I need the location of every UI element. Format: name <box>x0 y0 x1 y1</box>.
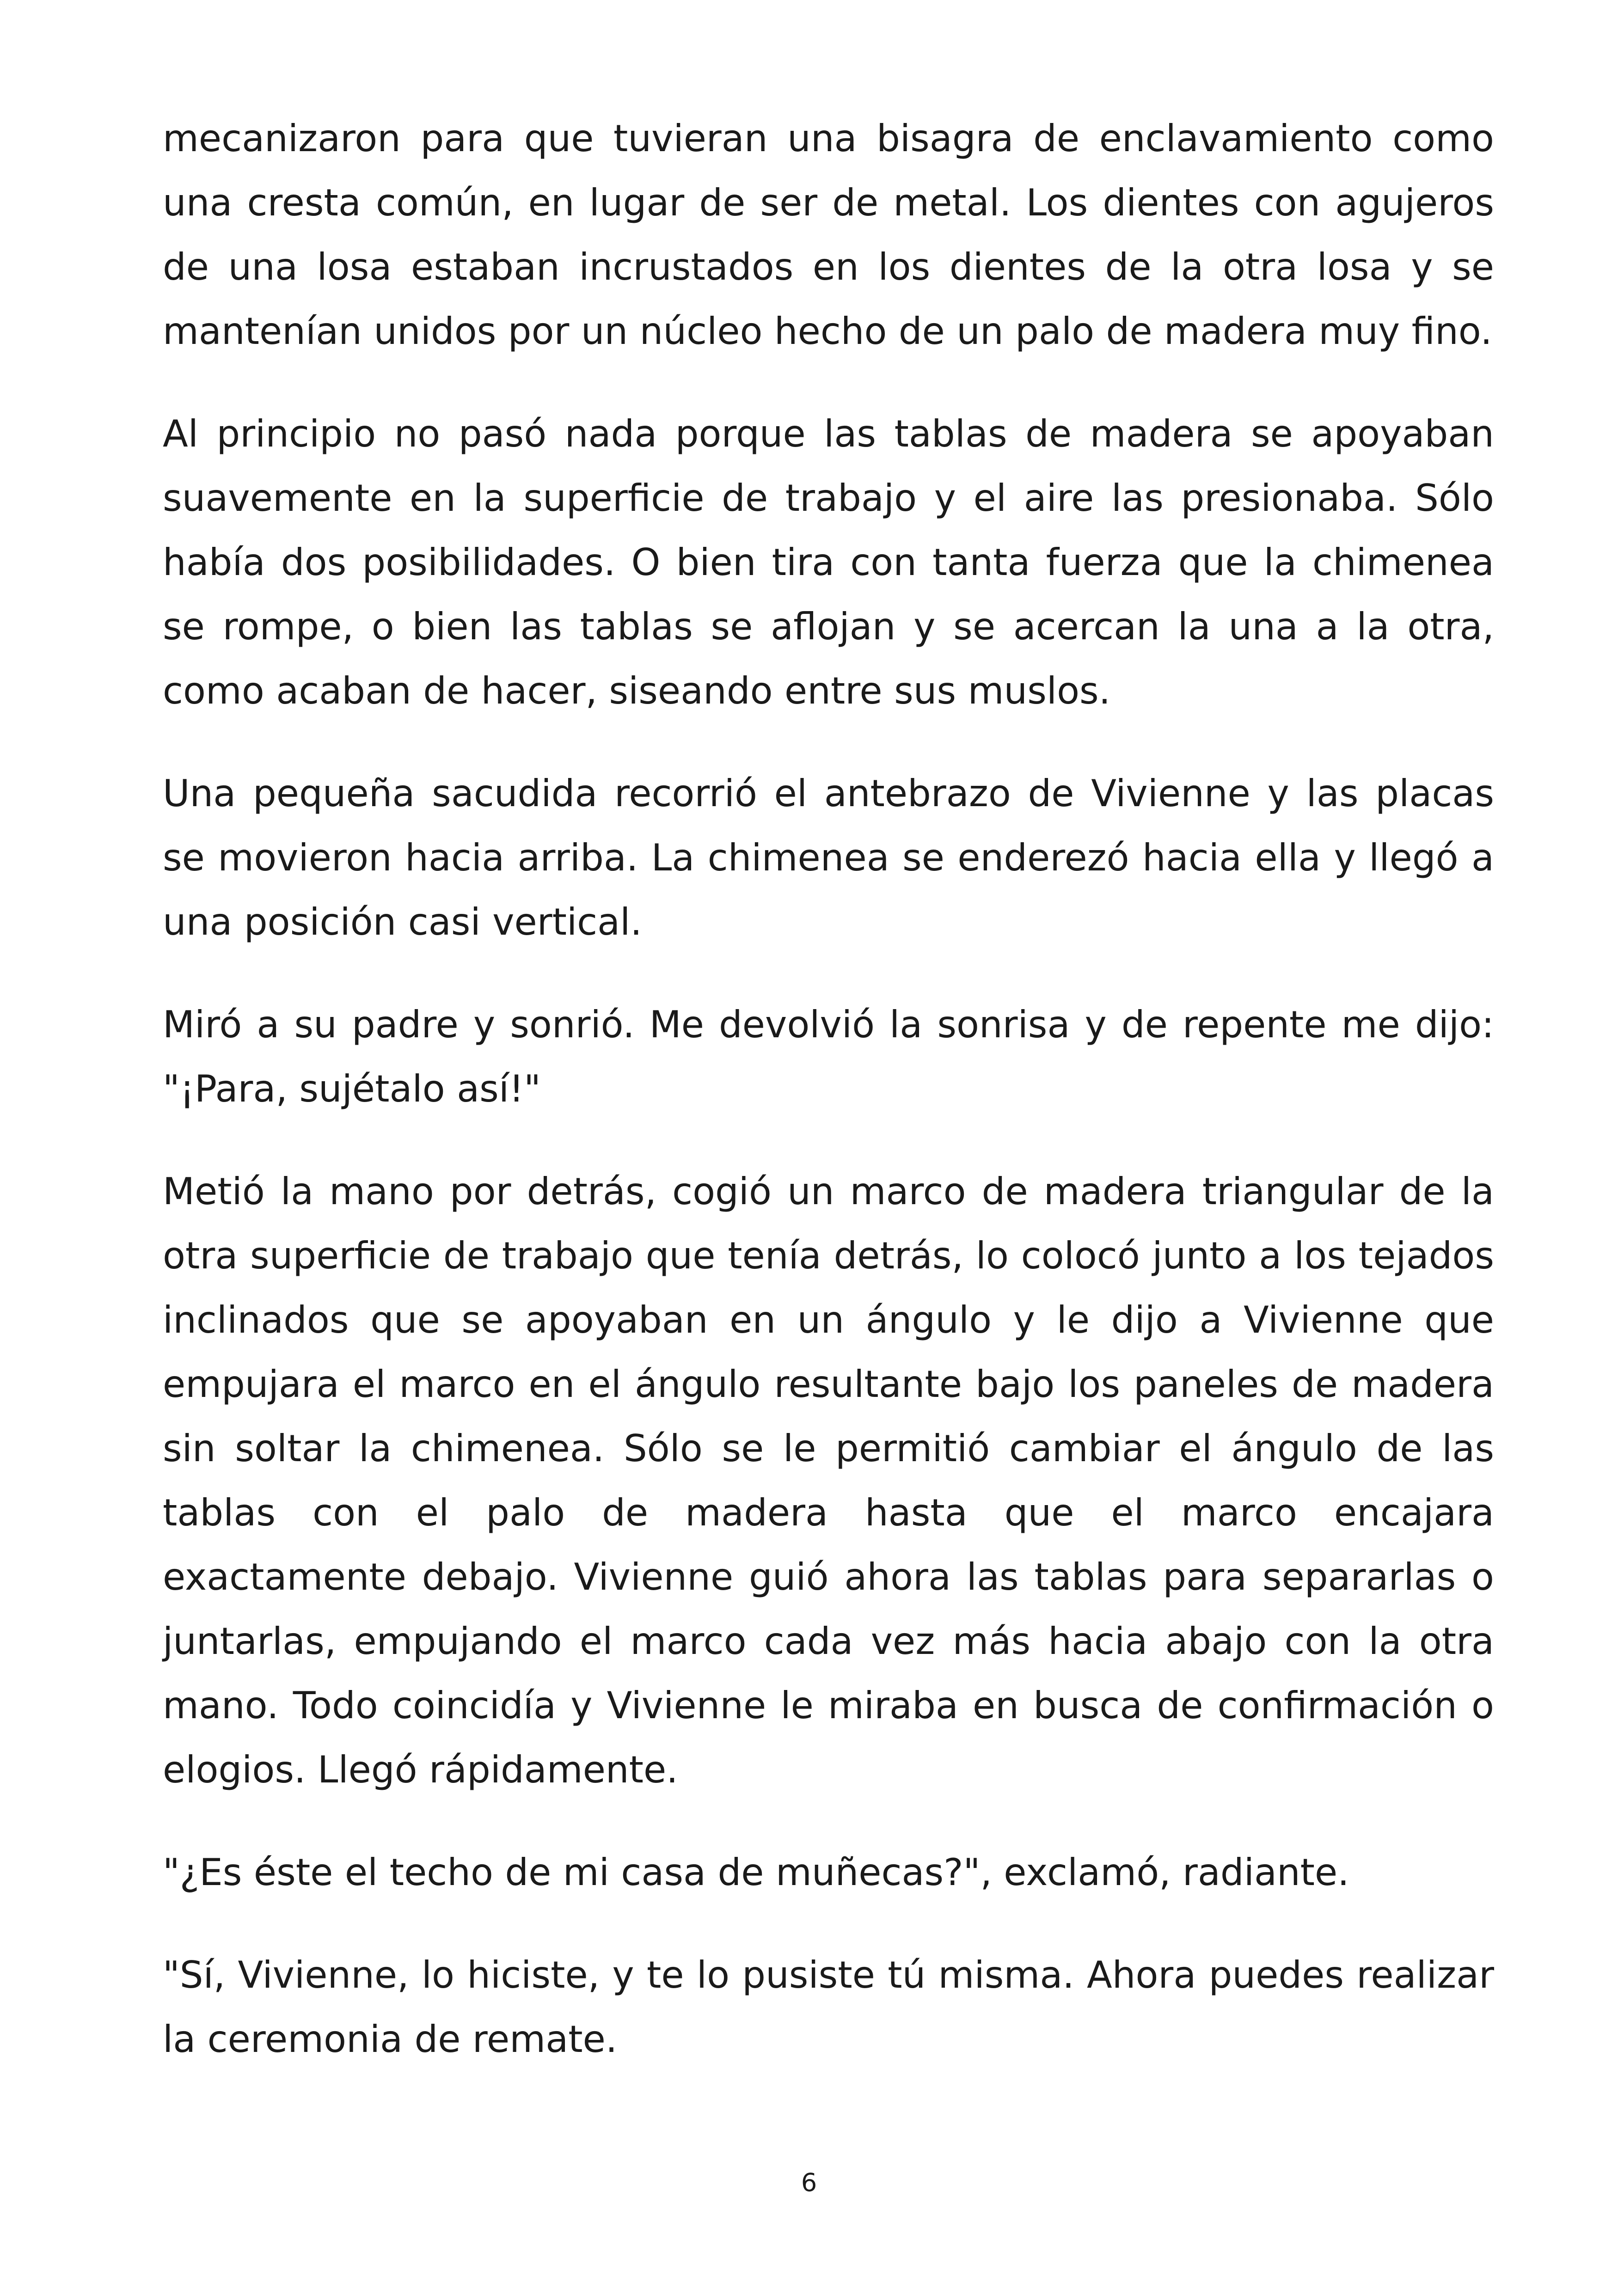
paragraph: "Sí, Vivienne, lo hiciste, y te lo pusiste tú misma. Ahora puedes realizar la ceremonia de remate. <box>163 1953 1494 2061</box>
paragraph: Metió la mano por detrás, cogió un marco de madera triangular de la otra superficie de trabajo que tenía detrás, lo colocó junto a los tejados inclinados que se apoyaban en un ángulo y le dijo a Vivienne que empujara el marco en el ángulo resultante bajo los paneles de madera sin soltar la chimenea. Sólo se le permitió cambiar el ángulo de las tablas con el palo de madera hasta que el marco encajara exactamente debajo. Vivienne guió ahora las tablas para separarlas o juntarlas, empujando el marco cada vez más hacia abajo con la otra mano. Todo coincidía y Vivienne le miraba en busca de confirmación o elogios. Llegó rápidamente. <box>163 1170 1494 1791</box>
page-number: 6 <box>801 2168 817 2197</box>
paragraph: Miró a su padre y sonrió. Me devolvió la sonrisa y de repente me dijo: "¡Para, sujétalo así!" <box>163 1003 1494 1110</box>
paragraph: mecanizaron para que tuvieran una bisagra de enclavamiento como una cresta común, en lugar de ser de metal. Los dientes con agujeros de una losa estaban incrustados en los dientes de la otra losa y se mantenían unidos por un núcleo hecho de un palo de madera muy fino. <box>163 117 1494 353</box>
paragraph: Una pequeña sacudida recorrió el antebrazo de Vivienne y las placas se movieron hacia arriba. La chimenea se enderezó hacia ella y llegó a una posición casi vertical. <box>163 772 1494 943</box>
body-text <box>163 106 1494 2071</box>
paragraph: "¿Es éste el techo de mi casa de muñecas?", exclamó, radiante. <box>163 1851 1349 1894</box>
paragraph: Al principio no pasó nada porque las tablas de madera se apoyaban suavemente en la superficie de trabajo y el aire las presionaba. Sólo había dos posibilidades. O bien tira con tanta fuerza que la chimenea se rompe, o bien las tablas se aflojan y se acercan la una a la otra, como acaban de hacer, siseando entre sus muslos. <box>163 412 1494 712</box>
